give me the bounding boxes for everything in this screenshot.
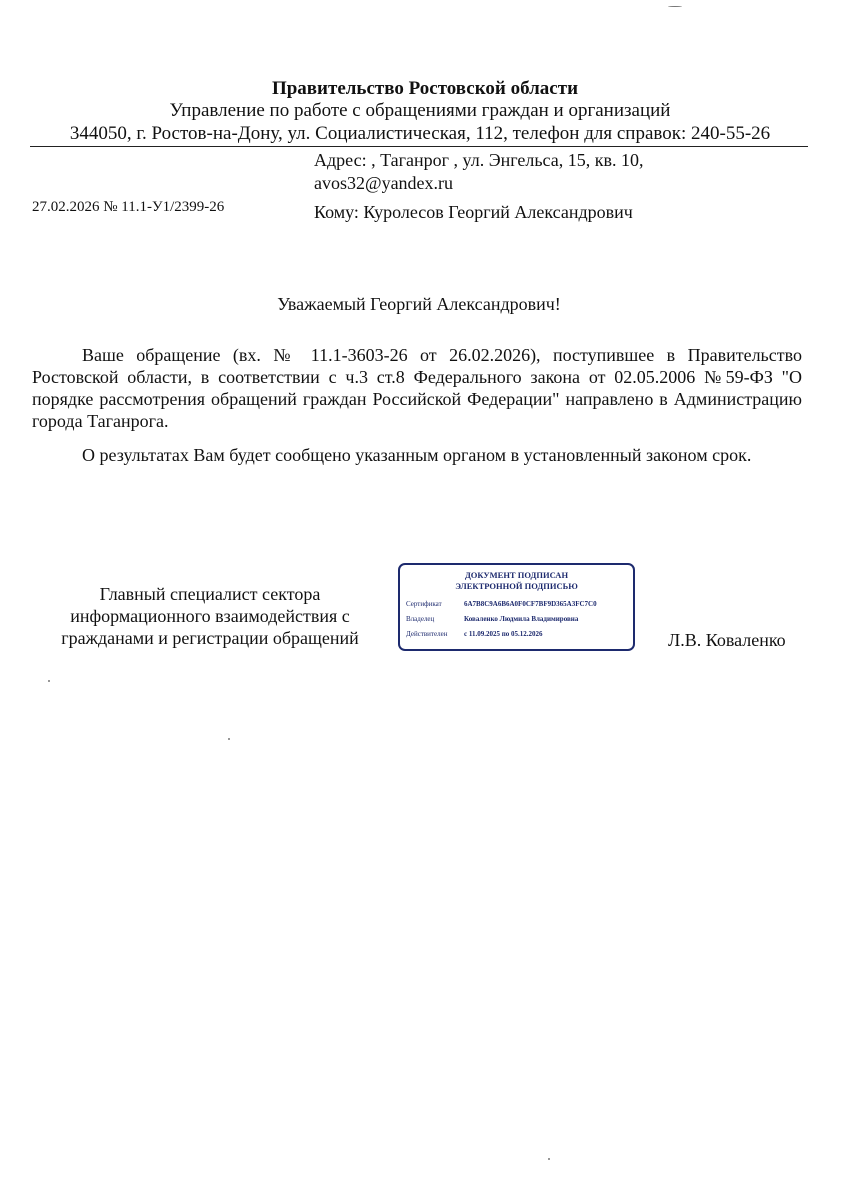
position-line: гражданами и регистрации обращений	[61, 628, 359, 648]
body-paragraph: О результатах Вам будет сообщено указанным органом в установленный законом срок.	[82, 445, 752, 465]
stamp-title-line: ДОКУМЕНТ ПОДПИСАН	[464, 570, 569, 580]
stamp-title	[400, 570, 633, 592]
document-reference: 27.02.2026 № 11.1-У1/2399-26	[32, 199, 225, 215]
scan-speck	[48, 680, 50, 682]
stamp-owner-row	[406, 615, 630, 623]
signatory-name: Л.В. Коваленко	[668, 630, 786, 650]
org-address-line: 344050, г. Ростов-на-Дону, ул. Социалистическая, 112, телефон для справок: 240-55-26	[69, 123, 771, 144]
signatory-position	[40, 583, 380, 649]
salutation: Уважаемый Георгий Александрович!	[277, 294, 561, 314]
stamp-title-line: ЭЛЕКТРОННОЙ ПОДПИСЬЮ	[455, 581, 578, 591]
recipient-address: Адрес: , Таганрог , ул. Энгельса, 15, кв. 10,	[314, 150, 644, 170]
scan-speck	[228, 738, 230, 740]
stamp-owner-value: Коваленко Людмила Владимировна	[464, 615, 579, 623]
scan-speck	[668, 6, 682, 7]
org-title: Правительство Ростовской области	[271, 78, 579, 99]
header-divider	[30, 146, 808, 147]
scan-speck	[548, 1158, 550, 1160]
body-paragraph: Ваше обращение (вх. № 11.1-3603-26 от 26.02.2026), поступившее в Правительство Ростовской области, в соответствии с ч.3 ст.8 Федерального закона от 02.05.2006 №59-ФЗ "О порядке рассмотрения обращений граждан Российской Федерации" направлено в Администрацию города Таганрога.	[32, 345, 802, 431]
department-name: Управление по работе с обращениями граждан и организаций	[169, 100, 671, 121]
recipient-name: Кому: Куролесов Георгий Александрович	[314, 202, 633, 222]
stamp-certificate-row	[406, 600, 630, 608]
electronic-signature-stamp	[398, 563, 635, 651]
position-line: Главный специалист сектора	[99, 584, 321, 604]
stamp-owner-label: Владелец	[406, 615, 435, 623]
stamp-validity-value: с 11.09.2025 по 05.12.2026	[464, 630, 543, 638]
stamp-validity-row	[406, 630, 630, 638]
recipient-email: avos32@yandex.ru	[314, 173, 454, 193]
stamp-certificate-label: Сертификат	[406, 600, 442, 608]
stamp-certificate-value: 6A7B8C9A6B6A0F0CF7BF9D365A3FC7C0	[464, 600, 597, 608]
stamp-validity-label: Действителен	[406, 630, 448, 638]
position-line: информационного взаимодействия с	[70, 606, 350, 626]
